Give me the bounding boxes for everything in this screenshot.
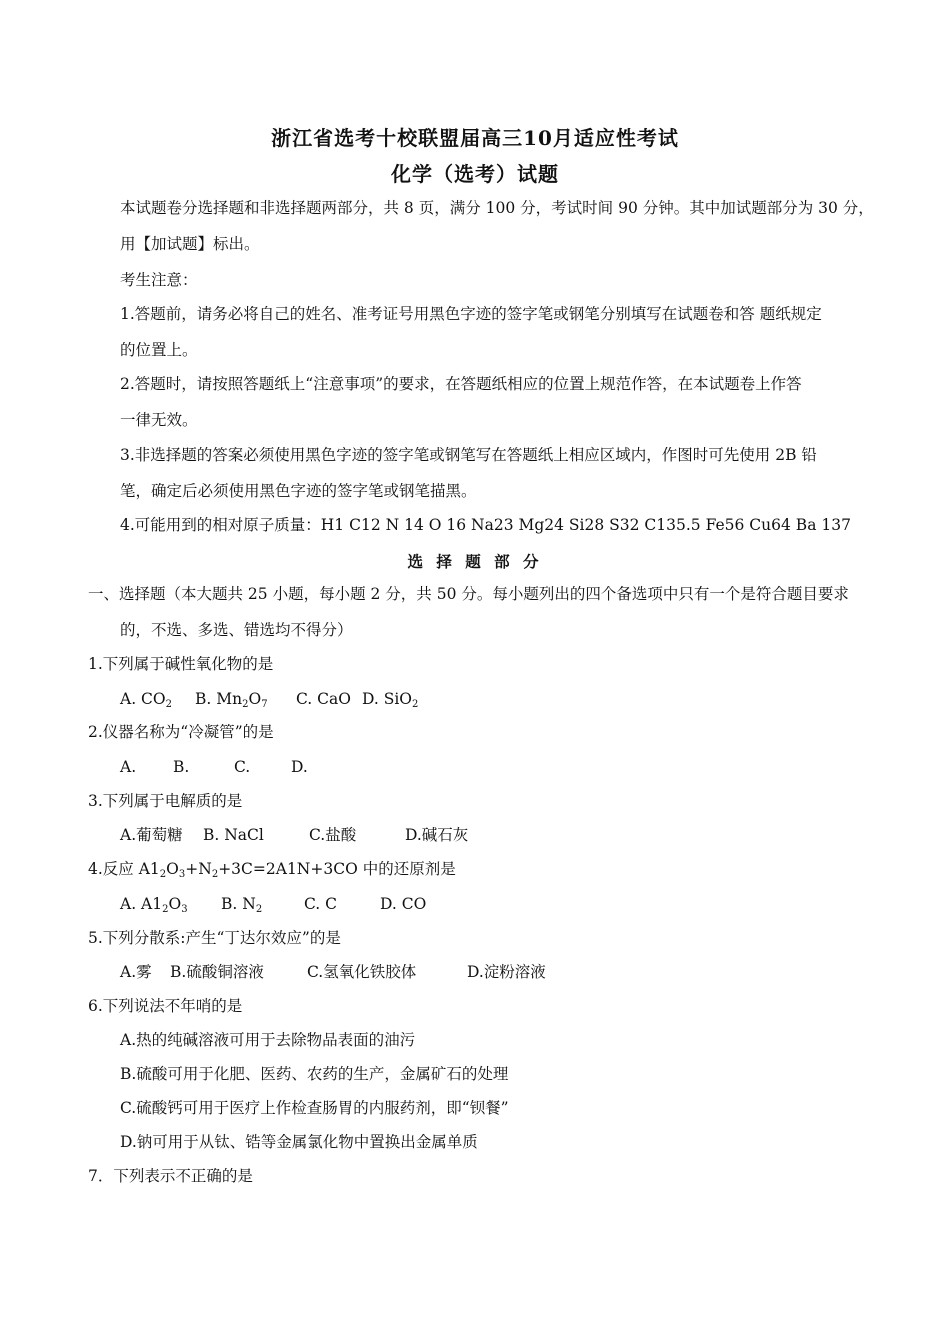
q1-option-d: D. SiO$_2$ <box>362 690 419 710</box>
q1-option-a: A. $CO_2$ <box>120 690 172 710</box>
notice-1b: 的位置上。 <box>120 341 198 359</box>
q5-stem: 5.下列分散系:产生“丁达尔效应”的是 <box>88 929 341 947</box>
intro-line-1: 本试题卷分选择题和非选择题两部分，共 8 页，满分 100 分，考试时间 90 分钟。其中加试题部分为 30 分， <box>120 199 874 217</box>
q4-option-a: A. $A1_2O_3$ <box>120 895 188 915</box>
q1-option-c: C. CaO <box>296 690 351 708</box>
q3-options <box>120 825 468 845</box>
q2-option-a: A. <box>120 758 137 776</box>
intro-line-2: 用【加试题】标出。 <box>120 235 260 253</box>
exam-title: 浙江省选考十校联盟届高三10月适应性考试 <box>271 126 679 150</box>
q2-option-b: B. <box>173 758 190 776</box>
q5-option-a: A.雾 <box>120 963 152 981</box>
q3-option-d: D.碱石灰 <box>405 826 469 844</box>
q1-option-b: B. $Mn_2O_7$ <box>195 690 268 710</box>
part1-line-1: 一、选择题（本大题共 25 小题，每小题 2 分，共 50 分。每小题列出的四个备选项中只有一个是符合题目要求 <box>88 585 849 603</box>
q5-option-c: C.氢氧化铁胶体 <box>307 963 417 981</box>
q5-options <box>120 962 546 982</box>
notice-3b: 笔，确定后必须使用黑色字迹的签字笔或钢笔描黑。 <box>120 482 477 500</box>
section-title: 选 择 题 部 分 <box>407 552 543 571</box>
notice-3a: 3.非选择题的答案必须使用黑色字迹的签字笔或钢笔写在答题纸上相应区域内，作图时可先使用 2B 铅 <box>120 446 817 464</box>
part1-line-2: 的，不选、多选、错选均不得分） <box>120 621 353 639</box>
q1-options <box>120 689 418 709</box>
q5-option-b: B.硫酸铜溶液 <box>170 963 264 981</box>
q2-option-c: C. <box>234 758 251 776</box>
q5-option-d: D.淀粉溶液 <box>467 963 546 981</box>
exam-subtitle: 化学（选考）试题 <box>391 162 559 186</box>
q6-stem: 6.下列说法不年哨的是 <box>88 997 243 1015</box>
q2-option-d: D. <box>291 758 308 776</box>
notice-2a: 2.答题时，请按照答题纸上“注意事项”的要求，在答题纸相应的位置上规范作答，在本试题卷上作答 <box>120 375 802 393</box>
q6-option-c: C.硫酸钙可用于医疗上作检查肠胃的内服药剂，即“钡餐” <box>120 1099 509 1117</box>
notice-4: 4.可能用到的相对原子质量：H1 C12 N 14 O 16 Na23 Mg24 Si28 S32 C135.5 Fe56 Cu64 Ba 137 <box>120 516 851 534</box>
q3-option-c: C.盐酸 <box>309 826 357 844</box>
q7-stem: 7．下列表示不正确的是 <box>88 1167 253 1185</box>
q3-option-a: A.葡萄糖 <box>120 826 183 844</box>
q3-stem: 3.下列属于电解质的是 <box>88 792 243 810</box>
q6-option-d: D.钠可用于从钛、锆等金属氯化物中置换出金属单质 <box>120 1133 478 1151</box>
q3-option-b: B. NaCl <box>203 826 264 844</box>
q4-options <box>120 894 426 914</box>
q1-stem: 1.下列属于碱性氧化物的是 <box>88 655 274 673</box>
q2-stem: 2.仪器名称为“冷凝管”的是 <box>88 723 274 741</box>
q4-option-d: D. CO <box>380 895 427 913</box>
notice-label: 考生注意： <box>120 271 198 289</box>
q2-options <box>120 757 308 777</box>
notice-1a: 1.答题前，请务必将自己的姓名、准考证号用黑色字迹的签字笔或钢笔分别填写在试题卷和答 题纸规定 <box>120 305 822 323</box>
q4-stem: 4.反应 $A1_2O_3+N_2+3C=2A1N+3CO$ 中的还原剂是 <box>88 860 456 880</box>
notice-2b: 一律无效。 <box>120 411 198 429</box>
q4-option-c: C. C <box>304 895 338 913</box>
q6-option-b: B.硫酸可用于化肥、医药、农药的生产，金属矿石的处理 <box>120 1065 509 1083</box>
q4-option-b: B. $N_2$ <box>221 895 263 915</box>
q6-option-a: A.热的纯碱溶液可用于去除物品表面的油污 <box>120 1031 416 1049</box>
